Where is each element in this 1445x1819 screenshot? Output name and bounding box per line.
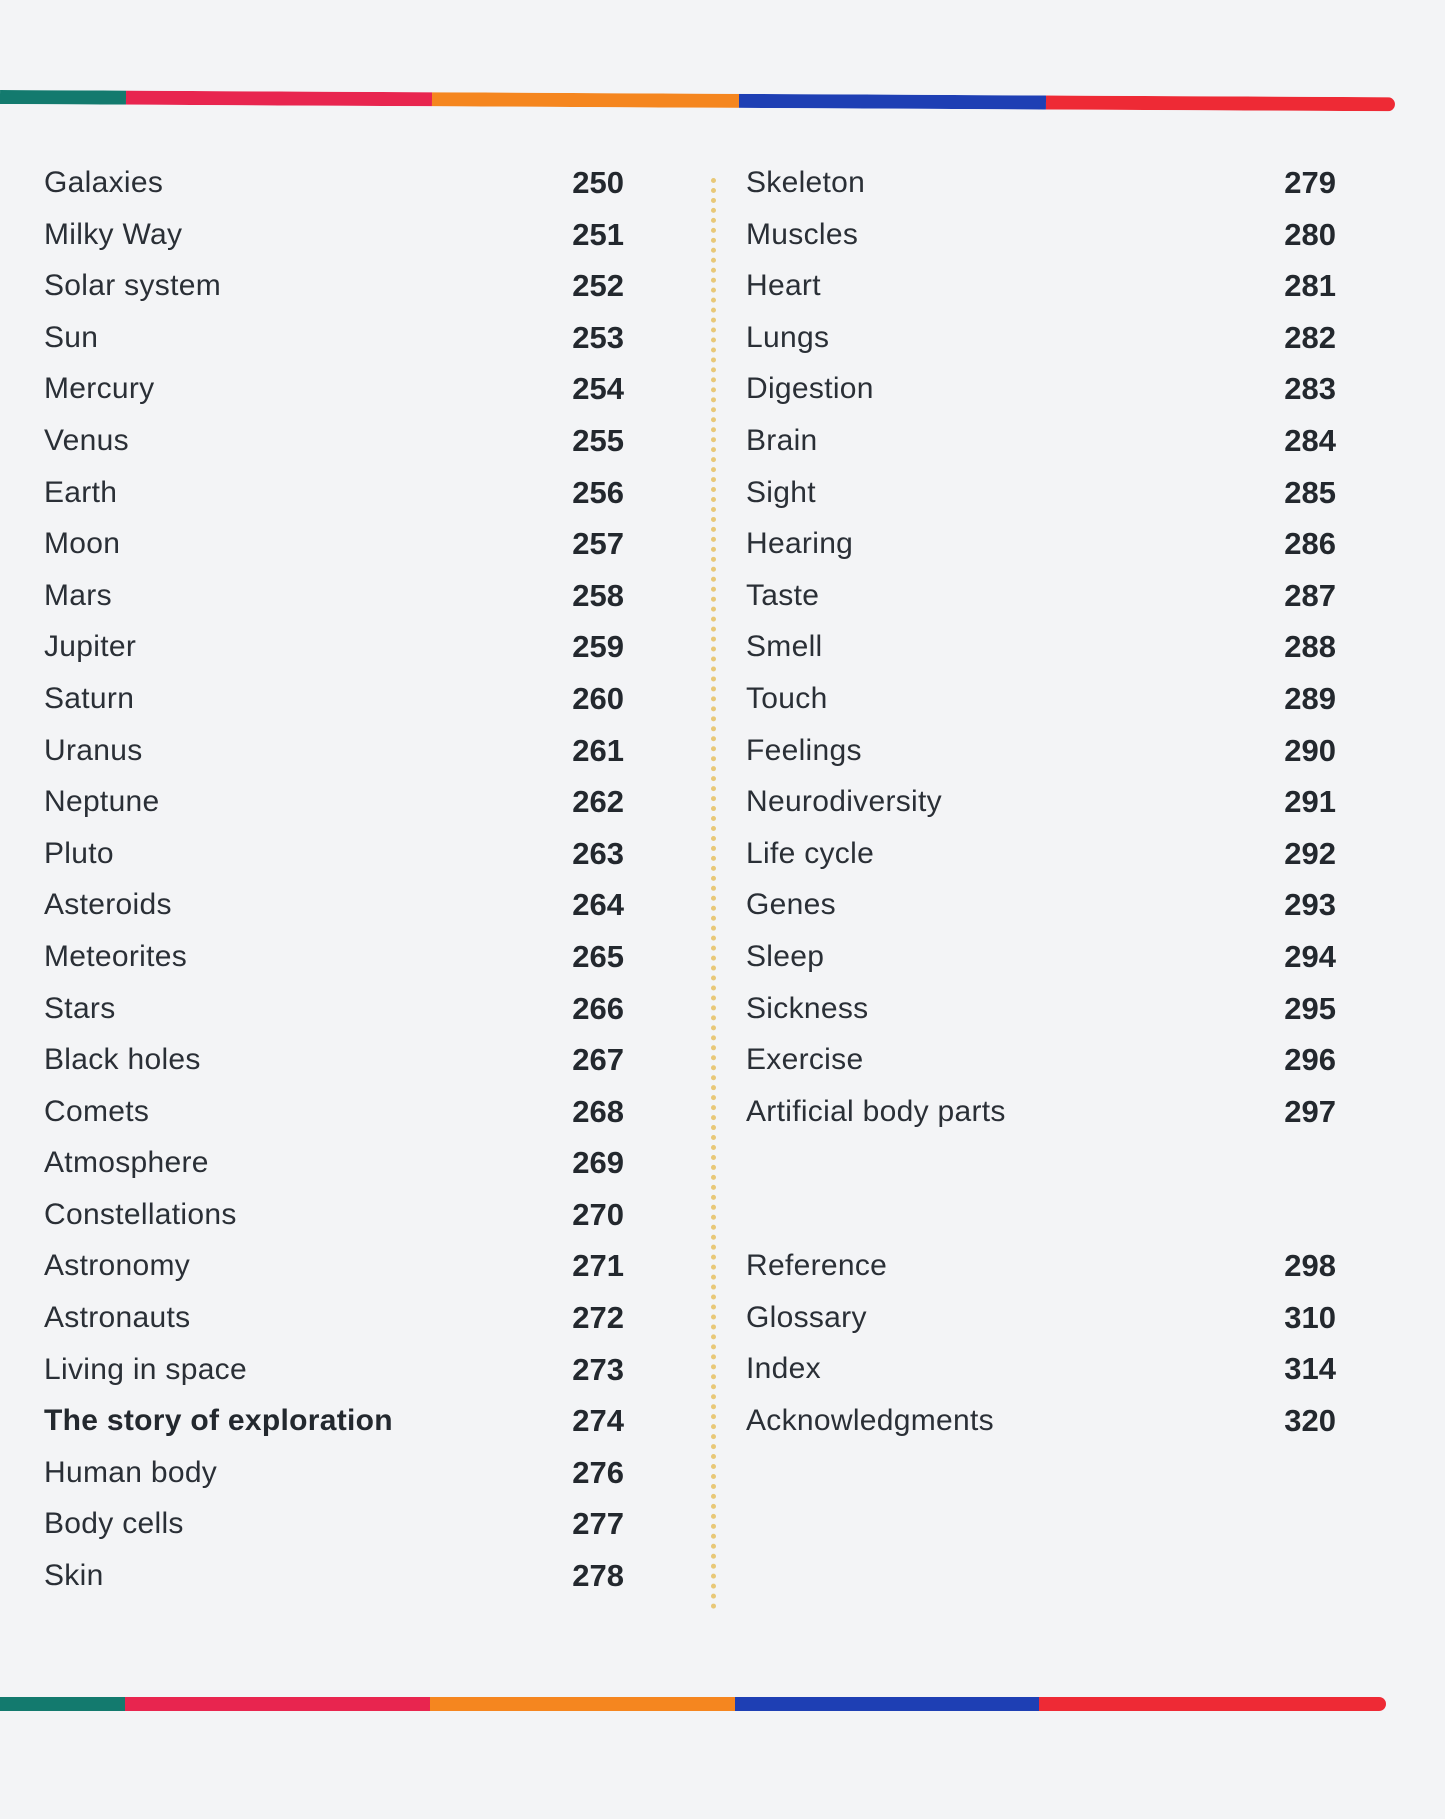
toc-entry-title: Digestion [746, 372, 874, 406]
stripe-segment [0, 1697, 125, 1711]
toc-entry [44, 312, 624, 364]
toc-entry-title: Neurodiversity [746, 785, 942, 819]
toc-entry-page: 298 [1284, 1248, 1336, 1284]
toc-entry-page: 263 [572, 835, 624, 871]
toc-entry-page: 268 [572, 1093, 624, 1129]
toc-entry [746, 983, 1336, 1035]
toc-entry-title: Pluto [44, 836, 114, 870]
toc-entry [746, 1395, 1336, 1447]
toc-entry-title: Sight [746, 475, 816, 509]
toc-left-column [44, 157, 624, 1602]
toc-entry-title: Mars [44, 578, 112, 612]
toc-entry [44, 1240, 624, 1292]
toc-entry [44, 931, 624, 983]
toc-entry-page: 269 [572, 1145, 624, 1181]
toc-entry [44, 725, 624, 777]
toc-entry-title: Genes [746, 888, 836, 922]
toc-entry-title: Life cycle [746, 836, 875, 870]
toc-entry [44, 260, 624, 312]
toc-entry-page: 285 [1284, 474, 1336, 510]
toc-entry [44, 776, 624, 828]
toc-entry-title: Index [746, 1352, 821, 1386]
toc-entry [44, 157, 624, 209]
toc-entry-page: 286 [1284, 526, 1336, 562]
toc-entry [44, 879, 624, 931]
toc-entry-title: Stars [44, 991, 116, 1025]
toc-entry [746, 673, 1336, 725]
toc-entry-page: 296 [1284, 1042, 1336, 1078]
toc-entry-page: 280 [1284, 216, 1336, 252]
toc-entry-page: 255 [572, 422, 624, 458]
stripe-segment [739, 94, 1046, 110]
toc-entry [44, 1498, 624, 1550]
toc-entry-title: Exercise [746, 1043, 864, 1077]
toc-entry-page: 289 [1284, 680, 1336, 716]
toc-entry [44, 1395, 624, 1447]
toc-entry-title: Atmosphere [44, 1146, 209, 1180]
toc-entry-title: Asteroids [44, 888, 172, 922]
toc-entry-title: Uranus [44, 733, 143, 767]
toc-entry-page: 277 [572, 1506, 624, 1542]
toc-entry [746, 1292, 1336, 1344]
toc-entry [746, 879, 1336, 931]
toc-entry [44, 570, 624, 622]
toc-entry-title: Skin [44, 1559, 104, 1593]
toc-entry-title: Acknowledgments [746, 1404, 994, 1438]
toc-entry [44, 363, 624, 415]
toc-entry-page: 252 [572, 268, 624, 304]
toc-entry-title: Saturn [44, 681, 135, 715]
toc-entry [746, 415, 1336, 467]
toc-entry-page: 288 [1284, 629, 1336, 665]
toc-entry [746, 518, 1336, 570]
toc-entry-page: 283 [1284, 371, 1336, 407]
toc-entry-page: 279 [1284, 165, 1336, 200]
toc-entry [746, 1240, 1336, 1292]
toc-entry-title: Moon [44, 527, 121, 561]
toc-entry-title: Sun [44, 320, 99, 354]
toc-entry-title: Meteorites [44, 939, 188, 973]
toc-entry-title: Skeleton [746, 166, 866, 199]
toc-entry [44, 518, 624, 570]
toc-entry [746, 828, 1336, 880]
stripe-segment [126, 91, 433, 107]
toc-entry [746, 1343, 1336, 1395]
toc-entry-page: 314 [1284, 1351, 1336, 1387]
toc-entry-page: 290 [1284, 732, 1336, 768]
toc-entry [44, 467, 624, 519]
toc-entry [746, 467, 1336, 519]
toc-entry-page: 266 [572, 990, 624, 1026]
toc-entry-title: Astronauts [44, 1301, 191, 1335]
toc-entry-title: Black holes [44, 1043, 201, 1077]
toc-entry [746, 157, 1336, 209]
bottom-color-stripe [0, 1697, 1386, 1711]
toc-entry-page: 274 [572, 1403, 624, 1439]
toc-entry [746, 260, 1336, 312]
toc-entry-title: Artificial body parts [746, 1094, 1006, 1128]
toc-entry-page: 251 [572, 216, 624, 252]
toc-entry-page: 293 [1284, 887, 1336, 923]
toc-right-column [746, 157, 1336, 1447]
toc-entry-page: 257 [572, 526, 624, 562]
toc-entry [746, 1034, 1336, 1086]
stripe-segment [432, 92, 739, 108]
toc-entry-page: 262 [572, 784, 624, 820]
toc-entry-title: Body cells [44, 1507, 184, 1541]
toc-entry-page: 267 [572, 1042, 624, 1078]
toc-entry-title: Earth [44, 475, 118, 509]
toc-entry-title: Sickness [746, 991, 869, 1025]
toc-entry-title: Taste [746, 578, 820, 612]
toc-entry-title: Constellations [44, 1197, 237, 1231]
toc-entry-title: Jupiter [44, 630, 137, 664]
toc-entry-page: 271 [572, 1248, 624, 1284]
toc-entry-page: 264 [572, 887, 624, 923]
toc-entry-page: 278 [572, 1558, 624, 1594]
toc-entry-page: 292 [1284, 835, 1336, 871]
toc-entry-page: 250 [572, 165, 624, 200]
toc-entry [44, 1189, 624, 1241]
toc-entry-title: Muscles [746, 217, 859, 251]
toc-entry-title: Lungs [746, 320, 830, 354]
toc-entry-page: 276 [572, 1454, 624, 1490]
toc-entry [746, 776, 1336, 828]
toc-entry [44, 1034, 624, 1086]
toc-entry-title: Astronomy [44, 1249, 191, 1283]
toc-entry-page: 259 [572, 629, 624, 665]
toc-entry [746, 931, 1336, 983]
toc-entry [44, 621, 624, 673]
toc-entry-page: 310 [1284, 1299, 1336, 1335]
toc-entry-page: 287 [1284, 577, 1336, 613]
toc-entry [44, 1447, 624, 1499]
top-color-stripe [0, 90, 1395, 111]
stripe-segment [735, 1697, 1040, 1711]
toc-entry-title: Glossary [746, 1300, 867, 1334]
toc-entry [44, 1550, 624, 1602]
toc-entry [746, 725, 1336, 777]
toc-entry-title: Galaxies [44, 166, 164, 199]
toc-entry-page: 295 [1284, 990, 1336, 1026]
toc-entry-page: 282 [1284, 319, 1336, 355]
toc-entry [746, 621, 1336, 673]
stripe-segment [1039, 1697, 1386, 1711]
stripe-segment [125, 1697, 430, 1711]
toc-entry-title: Sleep [746, 939, 825, 973]
toc-entry-title: Human body [44, 1455, 218, 1489]
toc-entry-page: 254 [572, 371, 624, 407]
toc-entry [44, 1344, 624, 1396]
toc-entry [746, 312, 1336, 364]
toc-entry-page: 258 [572, 577, 624, 613]
toc-entry-page: 270 [572, 1196, 624, 1232]
toc-entry-page: 297 [1284, 1093, 1336, 1129]
toc-entry [44, 673, 624, 725]
toc-entry [44, 1086, 624, 1138]
toc-entry-title: Milky Way [44, 217, 183, 251]
toc-entry-page: 265 [572, 938, 624, 974]
toc-entry-title: Feelings [746, 733, 862, 767]
section-spacer [746, 1137, 1336, 1240]
toc-entry [44, 1292, 624, 1344]
toc-entry-title: Comets [44, 1094, 150, 1128]
toc-entry-page: 294 [1284, 938, 1336, 974]
toc-entry-page: 284 [1284, 422, 1336, 458]
toc-entry [44, 415, 624, 467]
toc-entry-title: Touch [746, 681, 828, 715]
column-divider [711, 178, 716, 1610]
toc-entry-title: Solar system [44, 269, 221, 303]
stripe-segment [0, 90, 126, 105]
toc-entry-title: The story of exploration [44, 1404, 393, 1438]
toc-entry-title: Hearing [746, 527, 854, 561]
toc-entry-page: 291 [1284, 784, 1336, 820]
toc-entry-page: 281 [1284, 268, 1336, 304]
toc-entry-title: Heart [746, 269, 821, 303]
toc-entry-title: Brain [746, 423, 818, 457]
toc-entry-page: 260 [572, 680, 624, 716]
toc-entry-title: Smell [746, 630, 823, 664]
toc-entry [44, 1137, 624, 1189]
toc-entry-page: 272 [572, 1300, 624, 1336]
toc-entry-page: 320 [1284, 1403, 1336, 1439]
toc-entry-title: Mercury [44, 372, 155, 406]
toc-entry-title: Neptune [44, 785, 160, 819]
toc-entry [44, 983, 624, 1035]
toc-entry [746, 1086, 1336, 1138]
toc-entry-page: 261 [572, 732, 624, 768]
stripe-segment [430, 1697, 735, 1711]
toc-entry-title: Living in space [44, 1352, 247, 1386]
toc-entry-page: 273 [572, 1351, 624, 1387]
stripe-segment [1046, 95, 1395, 111]
toc-entry [44, 209, 624, 261]
toc-entry [44, 828, 624, 880]
toc-entry-page: 256 [572, 474, 624, 510]
toc-entry [746, 209, 1336, 261]
toc-entry-title: Venus [44, 423, 129, 457]
toc-entry [746, 363, 1336, 415]
toc-entry-page: 253 [572, 319, 624, 355]
toc-entry-title: Reference [746, 1249, 888, 1283]
toc-entry [746, 570, 1336, 622]
